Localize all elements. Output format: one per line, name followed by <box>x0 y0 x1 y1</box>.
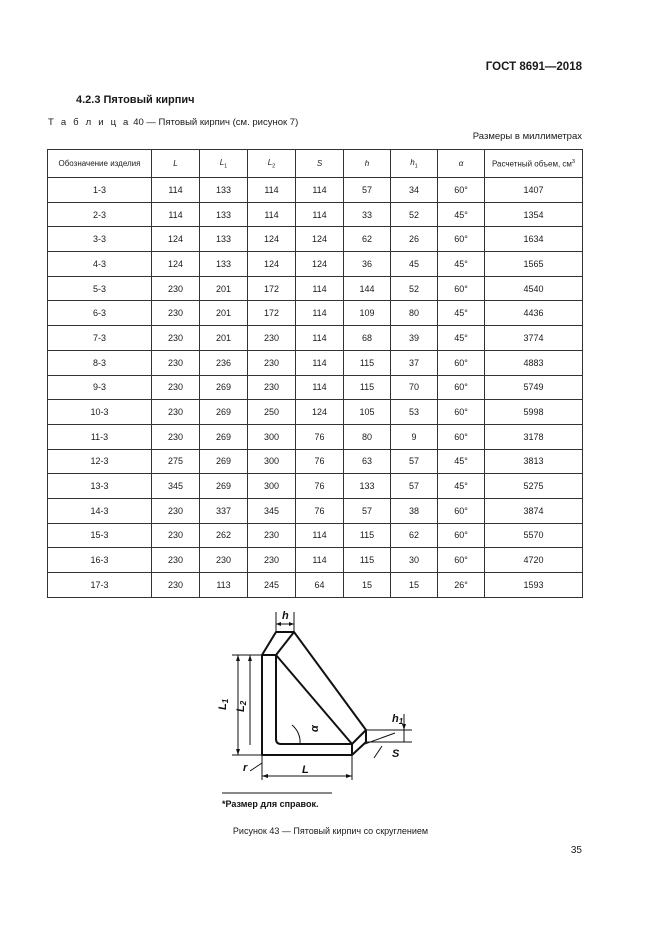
table-cell: 114 <box>296 375 344 400</box>
table-cell: 1634 <box>485 227 583 252</box>
table-cell: 114 <box>296 523 344 548</box>
table-cell: 109 <box>344 301 391 326</box>
table-cell: 12-3 <box>48 449 152 474</box>
table-cell: 8-3 <box>48 350 152 375</box>
table-cell: 114 <box>296 326 344 351</box>
table-cell: 68 <box>344 326 391 351</box>
table-cell: 4-3 <box>48 252 152 277</box>
table-cell: 45° <box>438 474 485 499</box>
table-cell: 230 <box>152 375 200 400</box>
col-header-L2: $L_2$ <box>248 150 296 178</box>
table-cell: 114 <box>296 350 344 375</box>
col-header-h: h <box>344 150 391 178</box>
label-L1: L1 <box>217 698 230 710</box>
table-cell: 1565 <box>485 252 583 277</box>
table-cell: 15 <box>391 573 438 598</box>
table-cell: 124 <box>248 227 296 252</box>
table-cell: 133 <box>200 252 248 277</box>
table-cell: 115 <box>344 548 391 573</box>
table-cell: 3178 <box>485 424 583 449</box>
table-cell: 269 <box>200 375 248 400</box>
label-L2: L2 <box>235 700 248 712</box>
table-cell: 114 <box>296 178 344 203</box>
table-cell: 76 <box>296 449 344 474</box>
table-cell: 230 <box>152 301 200 326</box>
figure-note: *Размер для справок. <box>222 799 319 809</box>
table-cell: 16-3 <box>48 548 152 573</box>
table-cell: 236 <box>200 350 248 375</box>
table-cell: 230 <box>248 326 296 351</box>
table-cell: 76 <box>296 474 344 499</box>
table-cell: 80 <box>344 424 391 449</box>
label-h1: h1 <box>392 713 404 726</box>
table-cell: 275 <box>152 449 200 474</box>
label-L: L <box>302 764 309 776</box>
table-cell: 114 <box>296 548 344 573</box>
table-cell: 64 <box>296 573 344 598</box>
table-cell: 60° <box>438 523 485 548</box>
table-cell: 230 <box>248 523 296 548</box>
table-cell: 5275 <box>485 474 583 499</box>
table-cell: 6-3 <box>48 301 152 326</box>
col-header-h1: $h_1$ <box>391 150 438 178</box>
table-cell: 45° <box>438 449 485 474</box>
table-cell: 230 <box>152 400 200 425</box>
table-cell: 230 <box>152 424 200 449</box>
table-cell: 269 <box>200 449 248 474</box>
table-cell: 230 <box>152 523 200 548</box>
table-cell: 201 <box>200 276 248 301</box>
table-cell: 60° <box>438 276 485 301</box>
table-cell: 172 <box>248 276 296 301</box>
table-cell: 57 <box>344 178 391 203</box>
table-cell: 5998 <box>485 400 583 425</box>
table-cell: 114 <box>248 178 296 203</box>
table-cell: 114 <box>152 202 200 227</box>
table-cell: 230 <box>152 350 200 375</box>
table-cell: 45° <box>438 252 485 277</box>
table-cell: 230 <box>152 548 200 573</box>
table-cell: 124 <box>152 252 200 277</box>
table-cell: 57 <box>391 449 438 474</box>
table-cell: 76 <box>296 498 344 523</box>
table-cell: 172 <box>248 301 296 326</box>
table-cell: 113 <box>200 573 248 598</box>
table-cell: 60° <box>438 375 485 400</box>
table-cell: 115 <box>344 350 391 375</box>
table-cell: 230 <box>248 375 296 400</box>
table-cell: 300 <box>248 424 296 449</box>
table-cell: 76 <box>296 424 344 449</box>
table-cell: 124 <box>248 252 296 277</box>
table-cell: 52 <box>391 202 438 227</box>
table-cell: 230 <box>152 573 200 598</box>
table-cell: 1354 <box>485 202 583 227</box>
table-cell: 14-3 <box>48 498 152 523</box>
figure-labels <box>217 610 404 776</box>
table-cell: 62 <box>391 523 438 548</box>
table-cell: 17-3 <box>48 573 152 598</box>
standard-number: ГОСТ 8691—2018 <box>485 61 582 73</box>
table-cell: 300 <box>248 449 296 474</box>
table-cell: 114 <box>296 202 344 227</box>
table-cell: 133 <box>200 227 248 252</box>
table-cell: 52 <box>391 276 438 301</box>
page-number: 35 <box>570 845 582 856</box>
col-header-L1: $L_1$ <box>200 150 248 178</box>
table-caption-prefix: Т а б л и ц а <box>48 117 131 128</box>
table-cell: 337 <box>200 498 248 523</box>
table-cell: 60° <box>438 178 485 203</box>
col-header-volume: Расчетный объем, $см^3$ <box>485 150 583 178</box>
table-cell: 15 <box>344 573 391 598</box>
table-cell: 60° <box>438 227 485 252</box>
table-cell: 230 <box>248 350 296 375</box>
table-cell: 33 <box>344 202 391 227</box>
table-cell: 53 <box>391 400 438 425</box>
table-cell: 345 <box>152 474 200 499</box>
table-cell: 9-3 <box>48 375 152 400</box>
table-cell: 114 <box>296 276 344 301</box>
table-cell: 124 <box>296 252 344 277</box>
table-cell: 5-3 <box>48 276 152 301</box>
table-cell: 70 <box>391 375 438 400</box>
label-S: S <box>392 748 400 760</box>
table-cell: 144 <box>344 276 391 301</box>
table-cell: 15-3 <box>48 523 152 548</box>
table-cell: 13-3 <box>48 474 152 499</box>
table-cell: 5570 <box>485 523 583 548</box>
table-cell: 4720 <box>485 548 583 573</box>
table-cell: 45° <box>438 301 485 326</box>
table-cell: 1-3 <box>48 178 152 203</box>
table-cell: 45° <box>438 326 485 351</box>
table-cell: 5749 <box>485 375 583 400</box>
table-cell: 201 <box>200 301 248 326</box>
figure-caption: Рисунок 43 — Пятовый кирпич со скруглением <box>232 826 429 836</box>
label-r: r <box>243 762 248 774</box>
table-cell: 60° <box>438 548 485 573</box>
table-cell: 60° <box>438 498 485 523</box>
table-cell: 124 <box>296 400 344 425</box>
table-cell: 230 <box>248 548 296 573</box>
table-cell: 114 <box>152 178 200 203</box>
table-cell: 45° <box>438 202 485 227</box>
table-cell: 37 <box>391 350 438 375</box>
table-cell: 300 <box>248 474 296 499</box>
table-cell: 230 <box>152 276 200 301</box>
table-cell: 3874 <box>485 498 583 523</box>
table-cell: 57 <box>344 498 391 523</box>
col-header-designation: Обозначение изделия <box>48 150 152 178</box>
col-header-alpha: α <box>438 150 485 178</box>
table-cell: 26 <box>391 227 438 252</box>
table-cell: 36 <box>344 252 391 277</box>
table-cell: 11-3 <box>48 424 152 449</box>
table-cell: 269 <box>200 474 248 499</box>
table-cell: 80 <box>391 301 438 326</box>
table-cell: 60° <box>438 350 485 375</box>
table-cell: 262 <box>200 523 248 548</box>
table-cell: 34 <box>391 178 438 203</box>
table-cell: 30 <box>391 548 438 573</box>
table-cell: 114 <box>296 301 344 326</box>
table-cell: 230 <box>152 326 200 351</box>
table-cell: 10-3 <box>48 400 152 425</box>
table-cell: 105 <box>344 400 391 425</box>
table-cell: 4540 <box>485 276 583 301</box>
table-cell: 269 <box>200 400 248 425</box>
table-cell: 269 <box>200 424 248 449</box>
table-cell: 1593 <box>485 573 583 598</box>
table-cell: 45 <box>391 252 438 277</box>
table-cell: 26° <box>438 573 485 598</box>
table-cell: 38 <box>391 498 438 523</box>
table-cell: 250 <box>248 400 296 425</box>
table-cell: 345 <box>248 498 296 523</box>
col-header-S: S <box>296 150 344 178</box>
label-h: h <box>282 610 289 622</box>
table-cell: 4436 <box>485 301 583 326</box>
table-cell: 63 <box>344 449 391 474</box>
table-cell: 2-3 <box>48 202 152 227</box>
table-caption-text: 40 — Пятовый кирпич (см. рисунок 7) <box>133 117 299 128</box>
table-cell: 57 <box>391 474 438 499</box>
table-cell: 124 <box>152 227 200 252</box>
table-cell: 3813 <box>485 449 583 474</box>
table-cell: 3774 <box>485 326 583 351</box>
label-alpha: α <box>309 725 321 732</box>
table-cell: 1407 <box>485 178 583 203</box>
table-cell: 3-3 <box>48 227 152 252</box>
table-cell: 9 <box>391 424 438 449</box>
table-cell: 133 <box>200 202 248 227</box>
table-cell: 4883 <box>485 350 583 375</box>
section-title: 4.2.3 Пятовый кирпич <box>76 94 195 106</box>
table-cell: 230 <box>152 498 200 523</box>
table-cell: 7-3 <box>48 326 152 351</box>
col-header-L: L <box>152 150 200 178</box>
table-cell: 115 <box>344 375 391 400</box>
table-cell: 60° <box>438 400 485 425</box>
table-cell: 124 <box>296 227 344 252</box>
table-cell: 62 <box>344 227 391 252</box>
table-cell: 114 <box>248 202 296 227</box>
brick-outline <box>262 632 366 755</box>
table-cell: 39 <box>391 326 438 351</box>
table-cell: 133 <box>200 178 248 203</box>
units-note: Размеры в миллиметрах <box>472 131 582 142</box>
table-cell: 201 <box>200 326 248 351</box>
table-cell: 245 <box>248 573 296 598</box>
table-cell: 60° <box>438 424 485 449</box>
table-cell: 230 <box>200 548 248 573</box>
table-cell: 133 <box>344 474 391 499</box>
table-cell: 115 <box>344 523 391 548</box>
